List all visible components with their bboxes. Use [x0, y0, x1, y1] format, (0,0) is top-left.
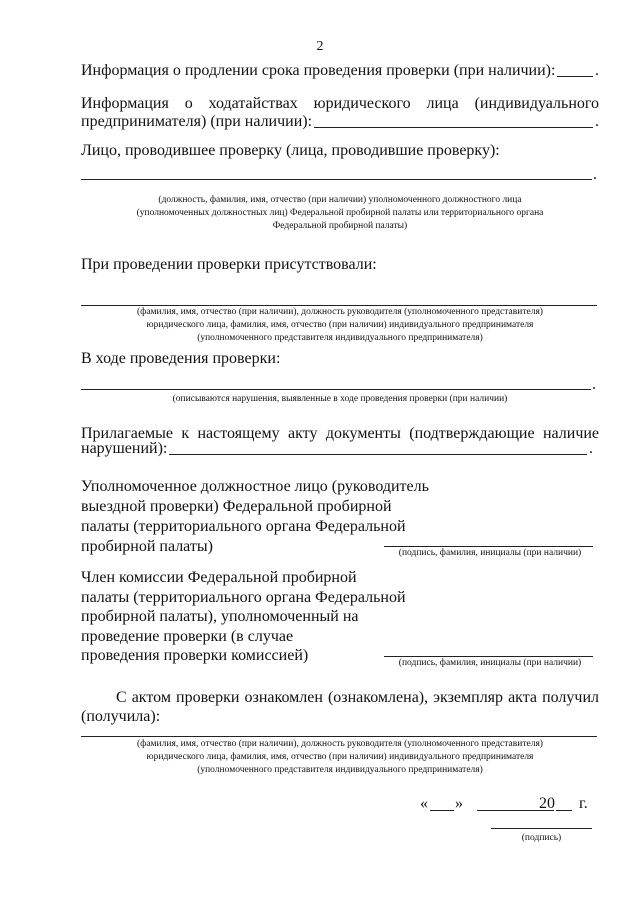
petitions-end: . [595, 113, 599, 130]
inspector-caption [81, 194, 599, 233]
attached-word: к [181, 425, 190, 442]
course-label: В ходе проведения проверки: [81, 350, 281, 367]
attached-end: . [589, 440, 593, 457]
attached-word: акту [288, 425, 318, 442]
acknowledged-word: (ознакомлена), [327, 689, 429, 706]
acknowledged-word: С [116, 689, 127, 706]
date-row [420, 793, 600, 817]
petitions-field[interactable] [314, 126, 593, 128]
inspector-label: Лицо, проводившее проверку (лица, проводившие проверку): [81, 142, 500, 159]
caption-line: (уполномоченного представителя индивидуального предпринимателя) [197, 765, 483, 775]
petitions-row [81, 111, 599, 132]
acknowledged-word: получил [542, 689, 599, 706]
extension-info-row [81, 60, 599, 81]
caption-line: юридического лица, фамилия, имя, отчество (при наличии) индивидуального предпринимателя [146, 752, 534, 762]
acknowledged-line1 [116, 687, 599, 708]
acknowledged-word: экземпляр [433, 689, 504, 706]
petitions-word: юридического [313, 95, 411, 112]
official-line: палаты (территориального органа Федеральной [81, 518, 406, 535]
date-year-suffix: г. [579, 795, 588, 812]
commission-line: палаты (территориального органа Федеральной [81, 588, 406, 606]
acknowledged-word: акта [508, 689, 538, 706]
date-year-prefix: 20 [539, 795, 555, 812]
petitions-word: лица [426, 95, 459, 112]
acknowledged-caption [81, 738, 599, 777]
date-day-field[interactable] [430, 810, 454, 811]
official-signature-caption: (подпись, фамилия, инициалы (при наличии) [398, 548, 582, 558]
commission-signature-caption: (подпись, фамилия, инициалы (при наличии) [398, 658, 582, 668]
attached-word: документы [325, 425, 401, 442]
petitions-word: о [184, 95, 193, 112]
extension-info-field[interactable] [557, 75, 593, 77]
petitions-word: Информация [81, 95, 169, 112]
official-line: пробирной палаты) [81, 538, 213, 555]
extension-info-label: Информация о продлении срока проведения проверки (при наличии): [81, 62, 556, 79]
petitions-word: ходатайствах [208, 95, 298, 112]
commission-line: проведения проверки комиссией) [81, 647, 309, 664]
date-year-field[interactable] [556, 810, 572, 811]
commission-line: Член комиссии Федеральной пробирной [81, 569, 357, 586]
attached-label: нарушений): [81, 440, 168, 457]
petitions-label: предпринимателя) (при наличии): [81, 113, 313, 130]
petitions-word: (индивидуального [474, 95, 600, 112]
signature-field[interactable] [491, 828, 592, 829]
official-line: Уполномоченное должностное лицо (руководитель [81, 478, 429, 495]
date-close-quote: » [455, 795, 463, 812]
caption-line: Федеральной пробирной палаты) [272, 221, 408, 231]
caption-line: (фамилия, имя, отчество (при наличии), должность руководителя (уполномоченного представителя) [137, 739, 543, 749]
page-number: 2 [316, 39, 324, 54]
caption-line: (уполномоченных должностных лиц) Федеральной пробирной палаты или территориального органа [136, 208, 544, 218]
course-caption: (описываются нарушения, выявленные в ходе проведения проверки (при наличии) [172, 394, 508, 404]
caption-line: (должность, фамилия, имя, отчество (при наличии) уполномоченного должностного лица [158, 195, 522, 205]
attached-word: (подтверждающие [409, 425, 535, 442]
official-block [81, 477, 429, 557]
attached-word: наличие [542, 425, 600, 442]
attached-word: Прилагаемые [81, 425, 173, 442]
signature-caption: (подпись) [521, 833, 562, 843]
commission-line: проведение проверки (в случае [81, 627, 294, 645]
acknowledged-word: актом [131, 689, 171, 706]
inspector-end: . [593, 166, 597, 183]
acknowledged-word: ознакомлен [244, 689, 323, 706]
acknowledged-field[interactable] [81, 736, 597, 737]
caption-line: (уполномоченного представителя индивидуального предпринимателя) [197, 333, 483, 343]
course-field[interactable] [81, 389, 591, 390]
acknowledged-word: проверки [176, 689, 240, 706]
course-end: . [592, 376, 596, 393]
attached-word: настоящему [197, 425, 280, 442]
caption-line: юридического лица, фамилия, имя, отчество (при наличии) индивидуального предпринимателя [146, 320, 534, 330]
caption-line: (фамилия, имя, отчество (при наличии), должность руководителя (уполномоченного представителя) [137, 307, 543, 317]
commission-block [81, 568, 406, 666]
official-line: выездной проверки) Федеральной пробирной [81, 498, 392, 515]
acknowledged-line2: (получила): [81, 708, 161, 725]
attached-row [81, 438, 593, 459]
present-label: При проведении проверки присутствовали: [81, 256, 377, 273]
extension-info-end: . [595, 62, 599, 79]
present-caption [81, 306, 599, 345]
attached-field[interactable] [169, 453, 587, 455]
commission-line: пробирной палаты), уполномоченный на [81, 608, 359, 625]
date-open-quote: « [420, 795, 428, 812]
inspector-field[interactable] [81, 179, 592, 180]
